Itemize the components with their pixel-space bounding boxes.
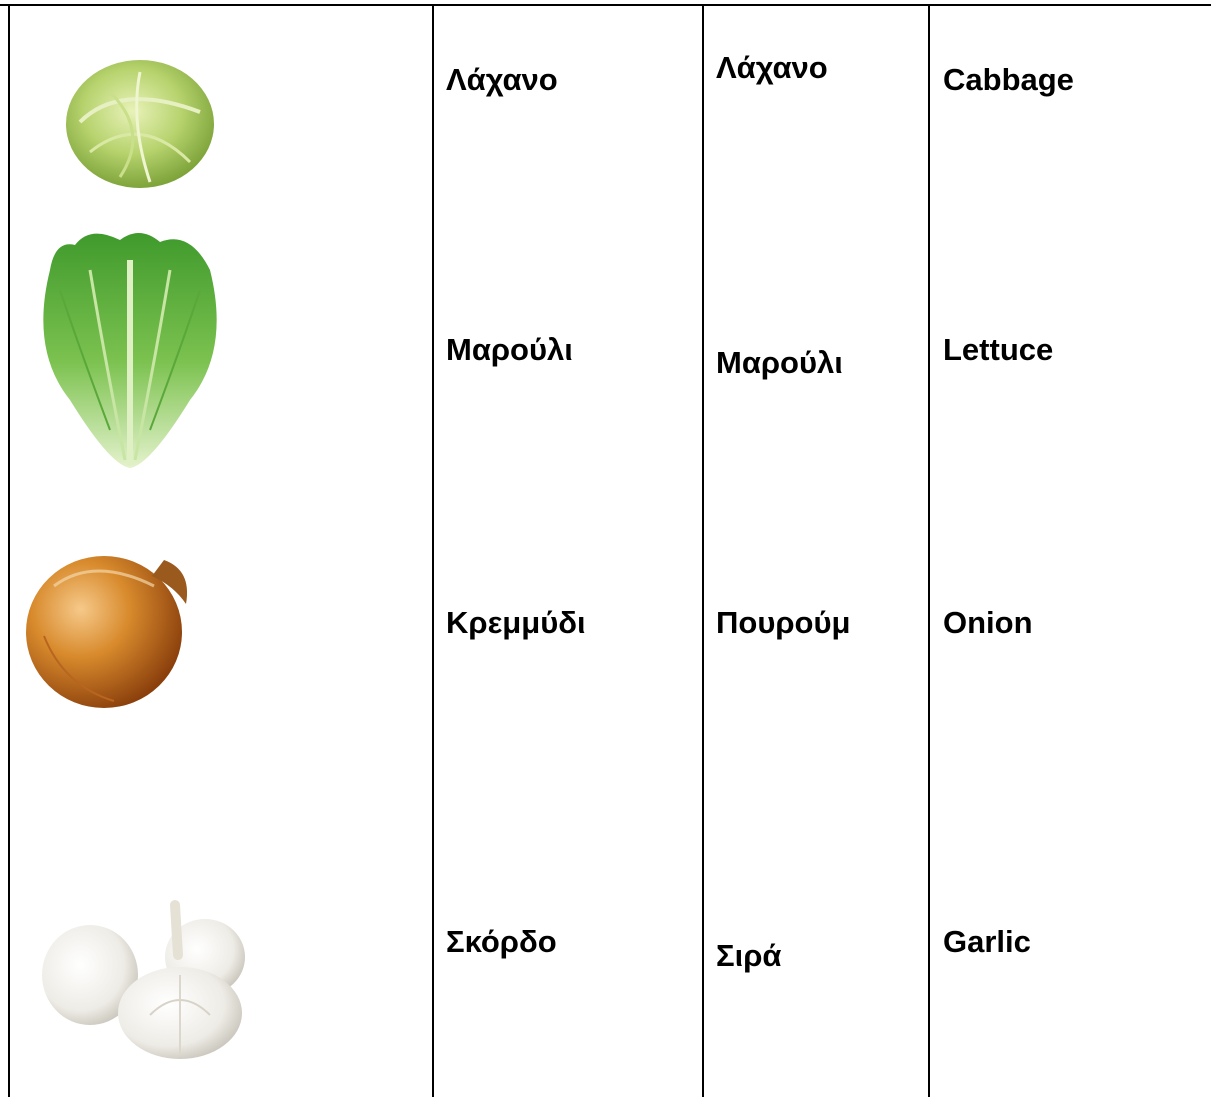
row3-col2-text: Πουρούμ xyxy=(716,605,851,640)
row2-col2-text: Μαρούλι xyxy=(716,345,843,380)
table-border-top-left xyxy=(0,4,245,6)
table-border-top xyxy=(243,4,1211,6)
column-divider-2 xyxy=(702,4,704,1097)
row4-col2-text: Σιρά xyxy=(716,938,782,973)
row2-col3-text: Lettuce xyxy=(943,332,1054,367)
row1-col2-text: Λάχανο xyxy=(716,50,828,85)
row2-col1-text: Μαρούλι xyxy=(446,332,573,367)
garlic-icon xyxy=(40,895,250,1060)
column-divider-3 xyxy=(928,4,930,1097)
column-divider-1 xyxy=(432,4,434,1097)
lettuce-icon xyxy=(30,230,230,470)
row1-col1-text: Λάχανο xyxy=(446,62,558,97)
cabbage-icon xyxy=(60,52,220,192)
row3-col1-text: Κρεμμύδι xyxy=(446,605,586,640)
row1-col3-text: Cabbage xyxy=(943,62,1074,97)
row3-col3-text: Onion xyxy=(943,605,1033,640)
onion-icon xyxy=(24,546,196,710)
table-border-left xyxy=(8,4,10,1097)
row4-col1-text: Σκόρδο xyxy=(446,924,557,959)
row4-col3-text: Garlic xyxy=(943,924,1031,959)
